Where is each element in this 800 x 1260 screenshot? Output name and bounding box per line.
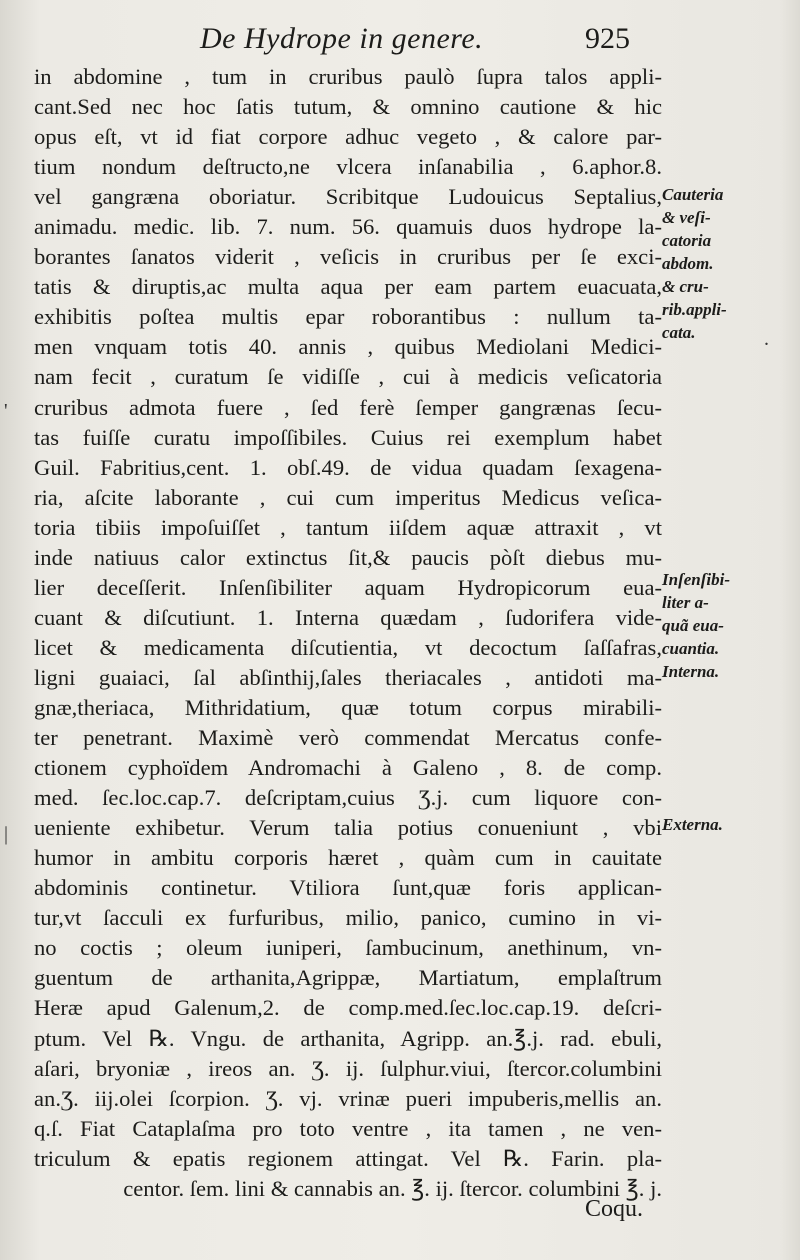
text-line: ligni guaiaci, ſal abſinthij,ſales theriacales , antidoti ma- (34, 664, 662, 690)
margin-note-line: cuantia. (662, 639, 720, 658)
catchword: Coqu. (585, 1196, 644, 1222)
margin-note-line: liter a- (662, 593, 709, 612)
text-line: tur,vt ſacculi ex furfuribus, milio, panico, cumino in vi- (34, 905, 662, 931)
text-line: toria tibiis impoſuiſſet , tantum iiſdem aquæ attraxit , vt (34, 514, 662, 540)
text-line: humor in ambitu corporis hæret , quàm cum in cauitate (34, 845, 662, 871)
margin-note-line: rib.appli- (662, 300, 727, 319)
margin-note-line: Inſenſibi- (662, 570, 730, 589)
margin-note-line: Externa. (662, 815, 723, 834)
running-title: De Hydrope in genere. (200, 22, 484, 55)
margin-note-line: abdom. (662, 254, 714, 273)
text-line: med. ſec.loc.cap.7. deſcriptam,cuius Ʒ.j. cum liquore con- (34, 785, 662, 811)
text-line: in abdomine , tum in cruribus paulò ſupra talos appli- (34, 64, 662, 89)
stray-bar: | (4, 823, 9, 845)
text-line: lier deceſſerit. Inſenſibiliter aquam Hydropicorum eua- (34, 574, 662, 600)
text-line: ter penetrant. Maximè verò commendat Mercatus confe- (34, 725, 662, 751)
margin-note-insensibiliter (662, 568, 792, 683)
text-line: Heræ apud Galenum,2. de comp.med.ſec.loc.cap.19. deſcri- (34, 995, 662, 1021)
text-line: ptum. Vel ℞. Vngu. de arthanita, Agripp. an.℥.j. rad. ebuli, (34, 1025, 662, 1051)
page-number: 925 (585, 22, 630, 55)
margin-note-line: Interna. (662, 662, 720, 681)
margin-note-externa (662, 813, 792, 836)
text-line: exhibitis poſtea multis epar roborantibus : nullum ta- (34, 304, 662, 330)
margin-note-cauteria (662, 183, 792, 344)
text-line: aſari, bryoniæ , ireos an. Ʒ. ij. ſulphur.viui, ſtercor.columbini (34, 1055, 662, 1081)
text-line: tium nondum deſtructo,ne vlcera inſanabilia , 6.aphor.8. (34, 154, 662, 180)
text-line: cruribus admota fuere , ſed ferè ſemper gangrænas ſecu- (34, 394, 662, 420)
text-line: licet & medicamenta diſcutientia, vt decoctum ſaſſafras, (34, 634, 662, 660)
margin-note-line: catoria (662, 231, 712, 250)
text-line: guentum de arthanita,Agrippæ, Martiatum, emplaſtrum (34, 965, 662, 991)
stray-bar: ' (4, 400, 8, 422)
text-line: animadu. medic. lib. 7. num. 56. quamuis duos hydrope la- (34, 214, 662, 240)
text-line: no coctis ; oleum iuniperi, ſambucinum, anethinum, vn- (34, 935, 662, 961)
text-line: vel gangræna oboriatur. Scribitque Ludouicus Septalius, (34, 184, 662, 210)
margin-note-line: quã eua- (662, 616, 724, 635)
text-line: opus eſt, vt id fiat corpore adhuc vegeto , & calore par- (34, 124, 662, 150)
text-line: Guil. Fabritius,cent. 1. obſ.49. de vidua quadam ſexagena- (34, 454, 662, 480)
text-line: gnæ,theriaca, Mithridatium, quæ totum corpus mirabili- (34, 694, 662, 720)
text-line: an.Ʒ. iij.olei ſcorpion. Ʒ. vj. vrinæ pueri impuberis,mellis an. (34, 1085, 662, 1111)
margin-note-line: & cru- (662, 277, 709, 296)
text-line: borantes ſanatos viderit , veſicis in cruribus per ſe exci- (34, 244, 662, 270)
text-line: cant.Sed nec hoc ſatis tutum, & omnino cautione & hic (34, 94, 662, 120)
page-header (0, 18, 800, 58)
text-line: q.ſ. Fiat Cataplaſma pro toto ventre , ita tamen , ne ven- (34, 1115, 662, 1141)
text-line: nam fecit , curatum ſe vidiſſe , cui à medicis veſicatoria (34, 364, 662, 390)
margin-note-line: cata. (662, 323, 696, 342)
text-line: men vnquam totis 40. annis , quibus Mediolani Medici- (34, 334, 662, 360)
main-text-block (34, 62, 662, 1204)
text-line: abdominis continetur. Vtiliora ſunt,quæ foris applican- (34, 875, 662, 901)
text-line: ria, aſcite laborante , cui cum imperitus Medicus veſica- (34, 484, 662, 510)
text-line: ctionem cyphoïdem Andromachi à Galeno , 8. de comp. (34, 755, 662, 781)
margin-note-line: Cauteria (662, 185, 724, 204)
text-line: ueniente exhibetur. Verum talia potius conueniunt , vbi (34, 815, 662, 841)
text-line: inde natiuus calor extinctus ſit,& paucis pòſt diebus mu- (34, 544, 662, 570)
text-line: triculum & epatis regionem attingat. Vel ℞. Farin. pla- (34, 1145, 662, 1171)
text-line: tatis & diruptis,ac multa aqua per eam partem euacuata, (34, 274, 662, 300)
text-line: cuant & diſcutiunt. 1. Interna quædam , ſudorifera vide- (34, 604, 662, 630)
margin-note-line: & veſi- (662, 208, 711, 227)
text-line: tas fuiſſe curatu impoſſibiles. Cuius rei exemplum habet (34, 424, 662, 450)
text-line: centor. ſem. lini & cannabis an. ℥. ij. ſtercor. columbini ℥. j. (123, 1175, 662, 1201)
stray-dot: . (764, 328, 769, 350)
